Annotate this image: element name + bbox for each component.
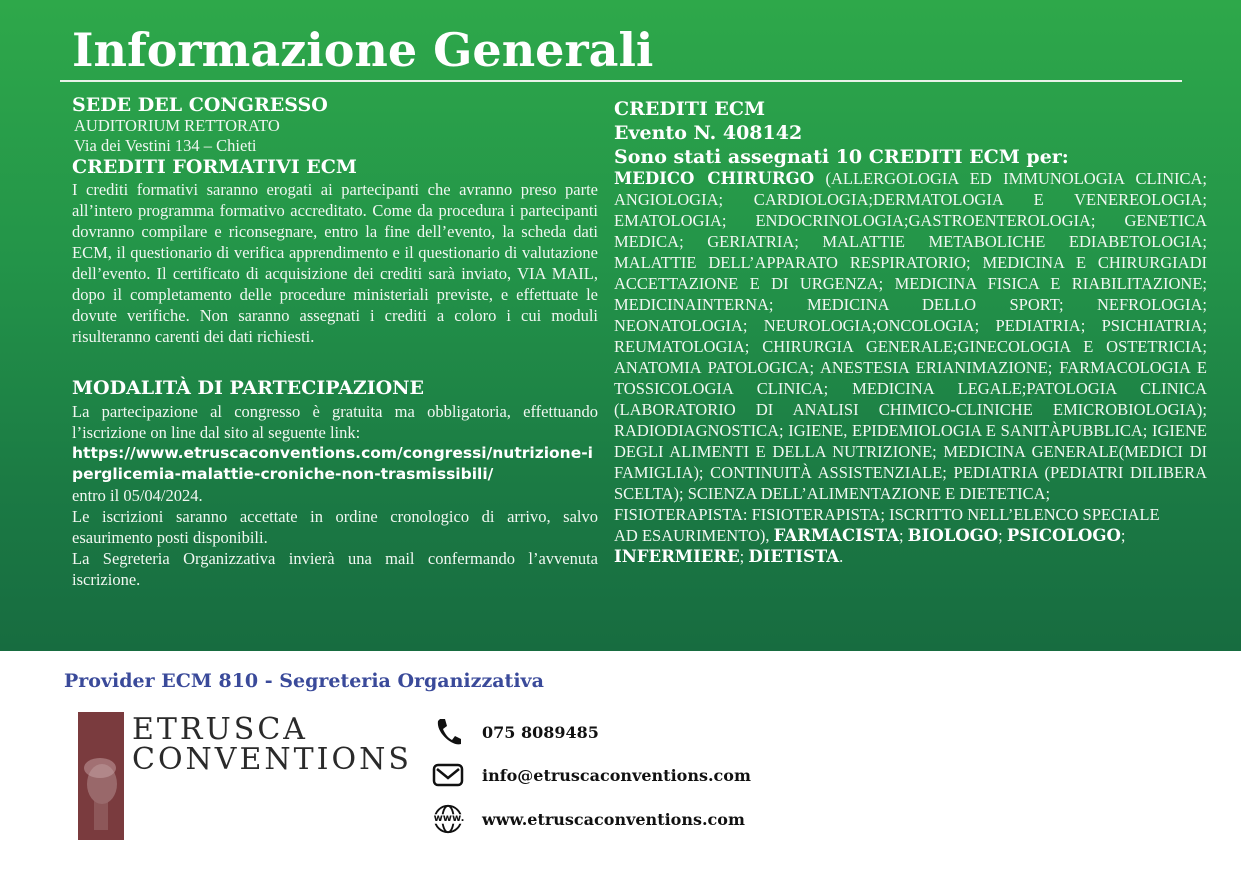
modalita-heading: MODALITÀ DI PARTECIPAZIONE bbox=[72, 377, 425, 399]
crediti-formativi-text: I crediti formativi saranno erogati ai partecipanti che avranno preso parte all’intero programma formativo accreditato. Come da procedura i partecipanti dovranno compilare e riconsegnare, entro la fine dell’evento, la scheda dati ECM, il questionario di verifica apprendimento e il questionario di valutazione dell’evento. Il certificato di acquisizione dei crediti sarà inviato, VIA MAIL, dopo il completamento delle procedure ministeriali previste, e effettuate le dovute verifiche. Non saranno assegnati i crediti a coloro i cui moduli risulteranno carenti dei dati richiesti. bbox=[72, 180, 598, 346]
contact-phone bbox=[432, 716, 599, 748]
registration-deadline: entro il 05/04/2024. bbox=[72, 486, 203, 505]
logo-wordmark-line1: ETRUSCA bbox=[132, 712, 308, 747]
profession-dietista: DIETISTA bbox=[748, 547, 840, 566]
contact-web bbox=[432, 803, 745, 835]
separator: ; bbox=[998, 526, 1007, 545]
page-title: Informazione Generali bbox=[72, 23, 654, 77]
title-divider bbox=[60, 80, 1182, 82]
credits-assigned-heading: Sono stati assegnati 10 CREDITI ECM per: bbox=[614, 146, 1069, 168]
disciplines-list bbox=[614, 168, 1207, 504]
modalita-order-note: Le iscrizioni saranno accettate in ordine cronologico di arrivo, salvo esaurimento posti disponibili. bbox=[72, 507, 598, 547]
separator: ; bbox=[1120, 526, 1126, 545]
profession-biologo: BIOLOGO bbox=[907, 526, 999, 545]
right-column bbox=[614, 98, 1207, 567]
sede-venue: AUDITORIUM RETTORATO bbox=[74, 116, 280, 135]
sede-heading: SEDE DEL CONGRESSO bbox=[72, 94, 328, 116]
other-professions bbox=[614, 525, 1207, 567]
logo-head-image bbox=[78, 712, 124, 840]
profession-psicologo: PSICOLOGO bbox=[1006, 526, 1121, 545]
medico-disciplines: (ALLERGOLOGIA ED IMMUNOLOGIA CLINICA; ANGIOLOGIA; CARDIOLOGIA;DERMATOLOGIA E VENEREOLOGIA; EMATOLOGIA; ENDOCRINOLOGIA;GASTROENTEROLOGIA; GENETICA MEDICA; GERIATRIA; MALATTIE METABOLICHE EDIABETOLOGIA; MALATTIE DELL’APPARATO RESPIRATORIO; MEDICINA E CHIRURGIADI ACCETTAZIONE E DI URGENZA; MEDICINA FISICA E RIABILITAZIONE; MEDICINAINTERNA; MEDICINA DELLO SPORT; NEFROLOGIA; NEONATOLOGIA; NEUROLOGIA;ONCOLOGIA; PEDIATRIA; PSICHIATRIA; REUMATOLOGIA; CHIRURGIA GENERALE;GINECOLOGIA E OSTETRICIA; ANATOMIA PATOLOGICA; ANESTESIA ERIANIMAZIONE; FARMACOLOGIA E TOSSICOLOGIA CLINICA; MEDICINA LEGALE;PATOLOGIA CLINICA (LABORATORIO DI ANALISI CHIMICO-CLINICHE EMICROBIOLOGIA); RADIODIAGNOSTICA; IGIENE, EPIDEMIOLOGIA E SANITÀPUBBLICA; IGIENE DEGLI ALIMENTI E DELLA NUTRIZIONE; MEDICINA GENERALE(MEDICI DI FAMIGLIA); CONTINUITÀ ASSISTENZIALE; PEDIATRIA (PEDIATRI DILIBERA SCELTA); SCIENZA DELL’ALIMENTAZIONE E DIETETICA; bbox=[614, 169, 1207, 503]
left-column bbox=[72, 94, 598, 590]
email-address[interactable]: info@etruscaconventions.com bbox=[482, 765, 751, 785]
modalita-intro: La partecipazione al congresso è gratuita ma obbligatoria, effettuando l’iscrizione on line dal sito al seguente link: bbox=[72, 402, 598, 442]
provider-label: Provider ECM 810 - Segreteria Organizzativa bbox=[64, 670, 544, 692]
profession-farmacista: FARMACISTA bbox=[773, 526, 899, 545]
crediti-formativi-heading: CREDITI FORMATIVI ECM bbox=[72, 156, 357, 178]
phone-number[interactable]: 075 8089485 bbox=[482, 722, 599, 742]
event-number: Evento N. 408142 bbox=[614, 122, 803, 144]
website-url[interactable]: www.etruscaconventions.com bbox=[482, 809, 745, 829]
crediti-ecm-heading: CREDITI ECM bbox=[614, 98, 766, 120]
profession-medico: MEDICO CHIRURGO bbox=[614, 169, 815, 188]
modalita-confirmation-note: La Segreteria Organizzativa invierà una mail confermando l’avvenuta iscrizione. bbox=[72, 549, 598, 589]
crediti-formativi-section bbox=[72, 156, 598, 347]
fisio-line: FISIOTERAPISTA: FISIOTERAPISTA; ISCRITTO NELL’ELENCO SPECIALE bbox=[614, 505, 1160, 524]
etrusca-logo bbox=[78, 712, 412, 840]
sede-address: Via dei Vestini 134 – Chieti bbox=[74, 136, 257, 155]
globe-icon-label: www. bbox=[433, 813, 465, 824]
profession-infermiere: INFERMIERE bbox=[614, 547, 740, 566]
fisio-line-end: AD ESAURIMENTO), bbox=[614, 526, 774, 545]
end-period: . bbox=[839, 547, 844, 566]
logo-wordmark-line2: CONVENTIONS bbox=[132, 742, 412, 777]
globe-icon bbox=[432, 803, 464, 835]
separator: ; bbox=[739, 547, 749, 566]
registration-link[interactable]: https://www.etruscaconventions.com/congressi/nutrizione-iperglicemia-malattie-croniche-non-trasmissibili/ bbox=[72, 444, 593, 483]
modalita-section bbox=[72, 377, 598, 590]
separator: ; bbox=[898, 526, 908, 545]
contact-email bbox=[432, 759, 751, 791]
mail-icon bbox=[432, 759, 464, 791]
phone-icon bbox=[432, 716, 464, 748]
sede-section bbox=[72, 94, 598, 156]
